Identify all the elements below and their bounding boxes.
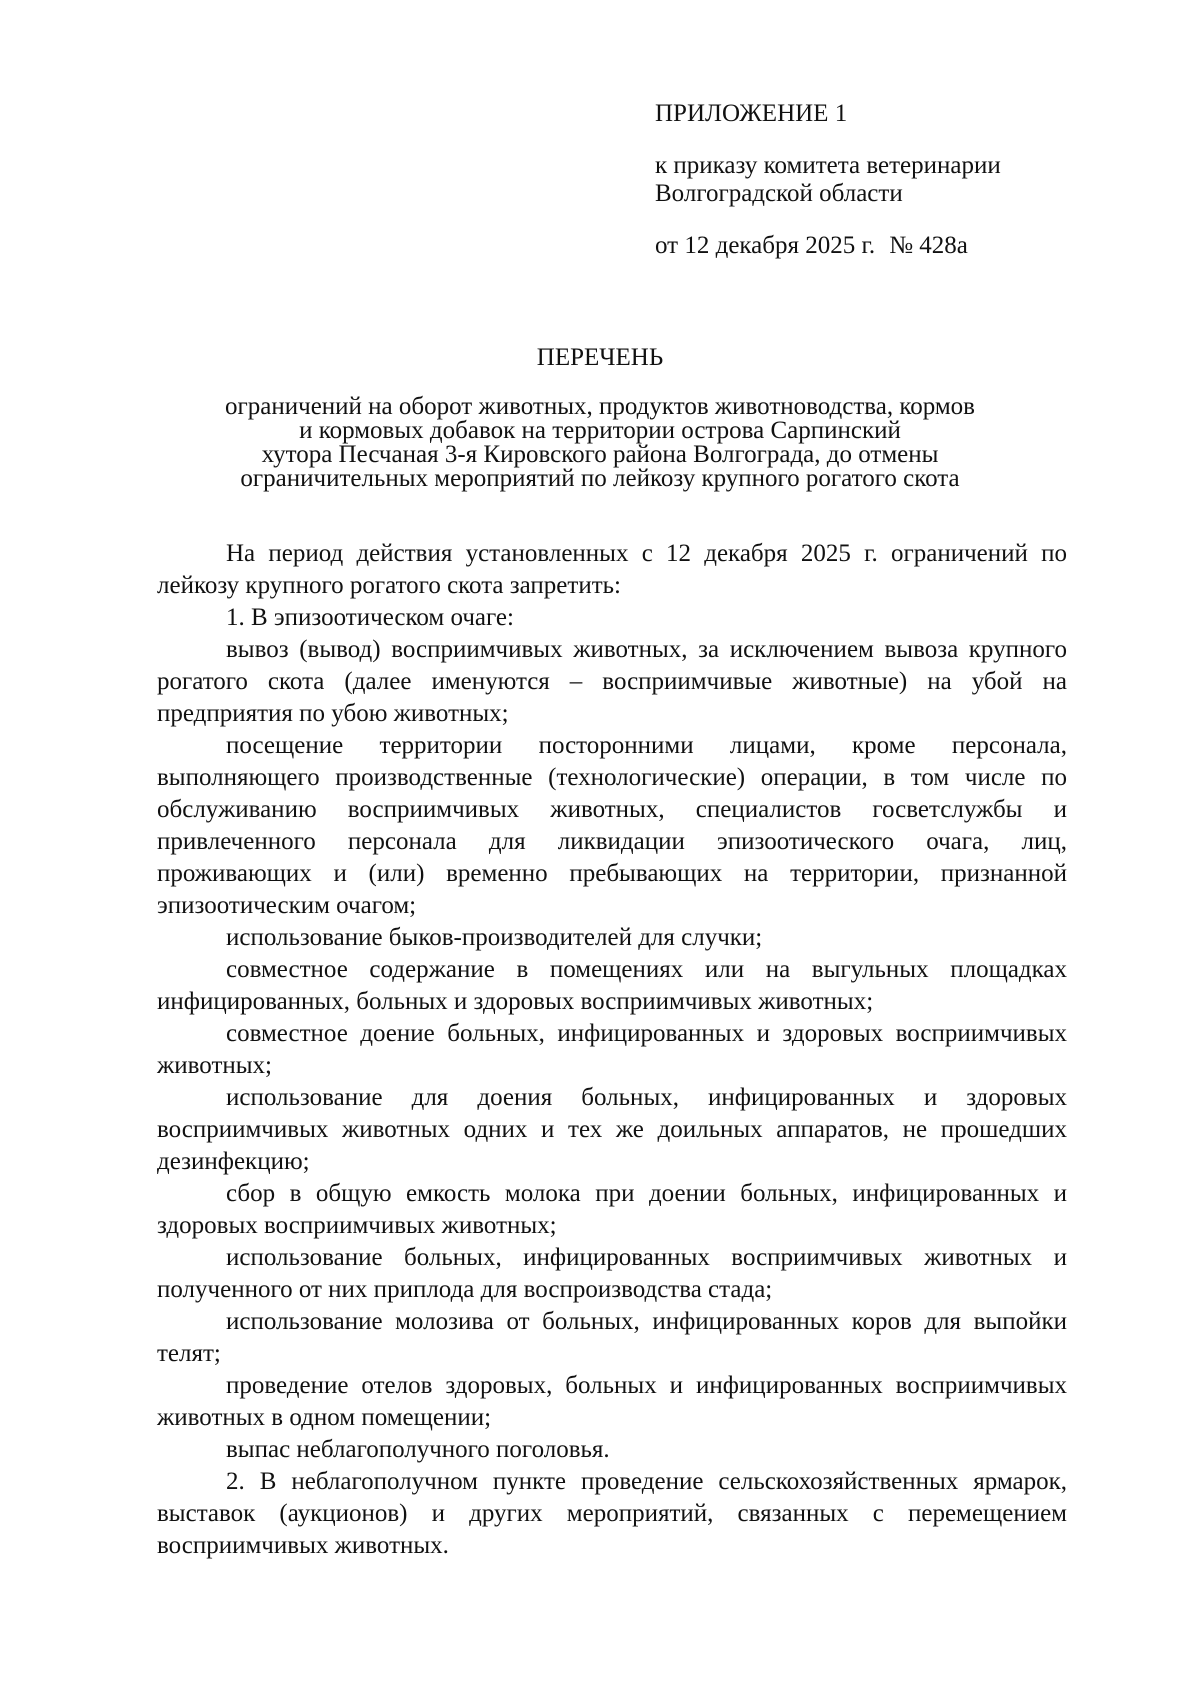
appendix-ref-line-1: к приказу комитета ветеринарии — [655, 152, 1001, 179]
section-2-paragraph: 2. В неблагополучном пункте проведение сельскохозяйственных ярмарок, выставок (аукционов) и других мероприятий, связанных с перемещением восприимчивых животных. — [157, 1468, 1067, 1559]
restriction-item: совместное доение больных, инфицированных и здоровых восприимчивых животных; — [157, 1020, 1067, 1079]
appendix-date-line — [655, 232, 1135, 260]
appendix-reference — [655, 152, 1135, 208]
restriction-item: посещение территории посторонними лицами, кроме персонала, выполняющего производственные (технологические) операции, в том числе по обслуживанию восприимчивых животных, специалистов госветслужбы и привлеченного персонала для ликвидации эпизоотического очага, лиц, проживающих и (или) временно пребывающих на территории, признанной эпизоотическим очагом; — [157, 732, 1067, 919]
appendix-title: ПРИЛОЖЕНИЕ 1 — [655, 100, 848, 127]
appendix-ref-line-2: Волгоградской области — [655, 180, 903, 207]
appendix-number: № 428а — [889, 232, 968, 259]
restriction-item: совместное содержание в помещениях или на выгульных площадках инфицированных, больных и здоровых восприимчивых животных; — [157, 956, 1067, 1015]
appendix-block — [655, 100, 1135, 260]
restriction-item: использование молозива от больных, инфицированных коров для выпойки телят; — [157, 1308, 1067, 1367]
restriction-item: использование быков-производителей для случки; — [226, 924, 763, 951]
restriction-item: использование больных, инфицированных восприимчивых животных и полученного от них приплода для воспроизводства стада; — [157, 1244, 1067, 1303]
intro-paragraph: На период действия установленных с 12 декабря 2025 г. ограничений по лейкозу крупного рогатого скота запретить: — [157, 540, 1067, 599]
document-title: ПЕРЕЧЕНЬ — [536, 344, 664, 371]
subtitle-line: хутора Песчаная 3-я Кировского района Волгограда, до отмены — [261, 441, 939, 468]
subtitle-line: ограничительных мероприятий по лейкозу крупного рогатого скота — [240, 465, 960, 492]
restriction-item: использование для доения больных, инфицированных и здоровых восприимчивых животных одних и тех же доильных аппаратов, не прошедших дезинфекцию; — [157, 1084, 1067, 1175]
subtitle-line: и кормовых добавок на территории острова Сарпинский — [299, 417, 901, 444]
restriction-item: проведение отелов здоровых, больных и инфицированных восприимчивых животных в одном помещении; — [157, 1372, 1067, 1431]
restriction-item: выпас неблагополучного поголовья. — [226, 1436, 610, 1463]
document-subtitle — [150, 395, 1050, 491]
section-1-heading: 1. В эпизоотическом очаге: — [226, 604, 514, 631]
restriction-item: сбор в общую емкость молока при доении больных, инфицированных и здоровых восприимчивых животных; — [157, 1180, 1067, 1239]
subtitle-line: ограничений на оборот животных, продуктов животноводства, кормов — [225, 393, 975, 420]
restriction-item: вывоз (вывод) восприимчивых животных, за исключением вывоза крупного рогатого скота (далее именуются – восприимчивые животные) на убой на предприятия по убою животных; — [157, 636, 1067, 727]
document-body — [157, 538, 1067, 1562]
appendix-date: от 12 декабря 2025 г. — [655, 232, 876, 259]
